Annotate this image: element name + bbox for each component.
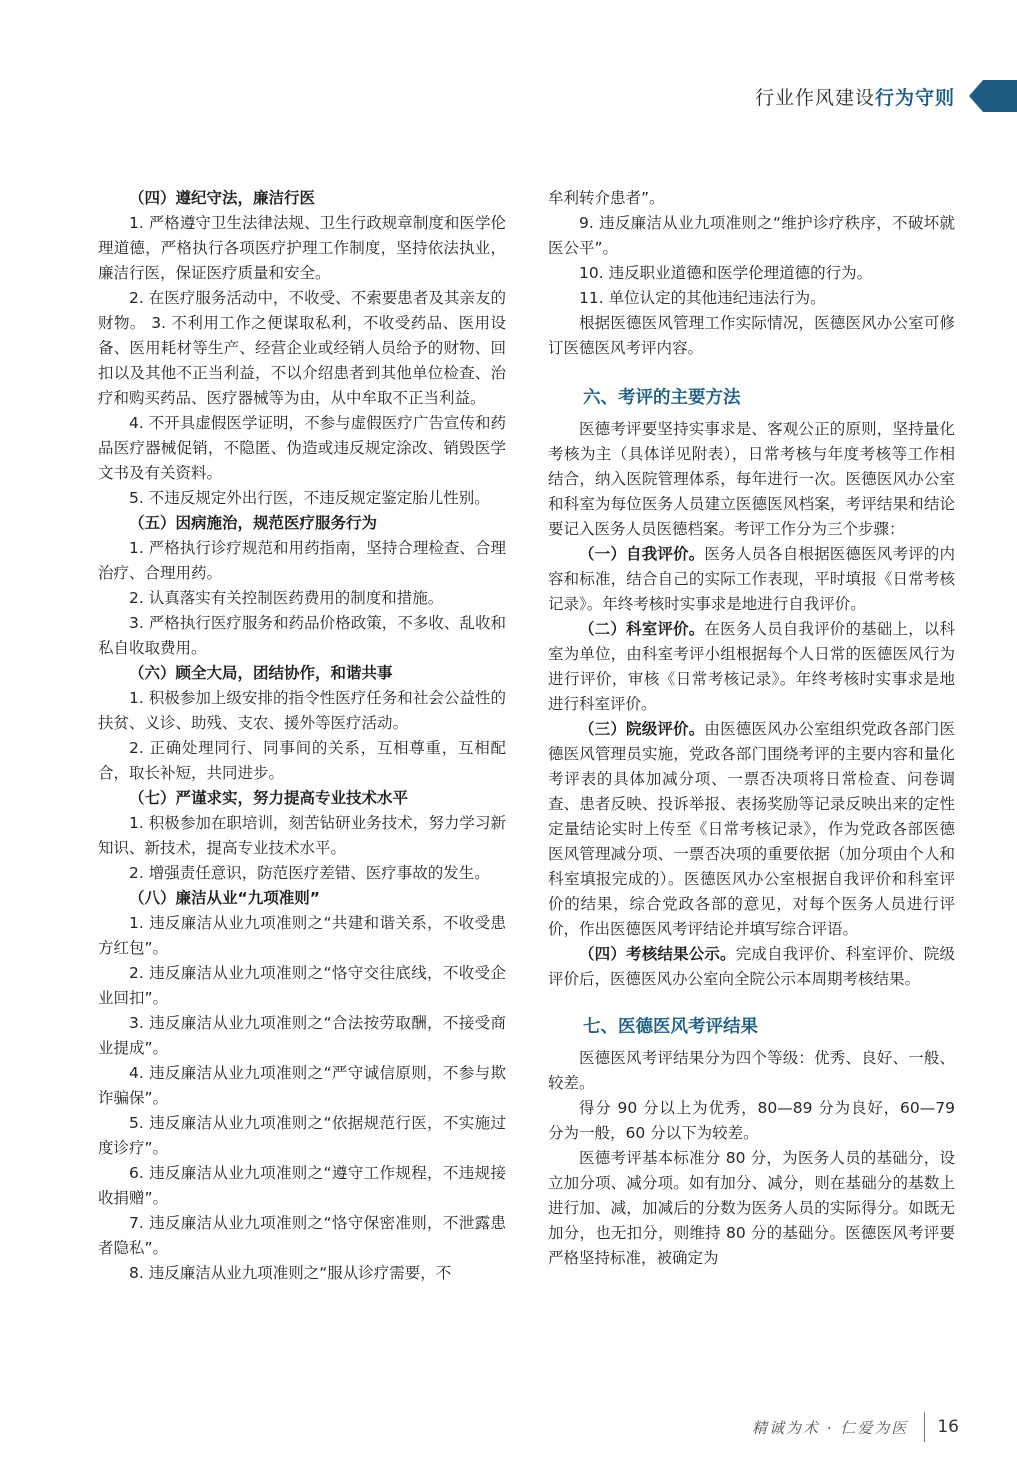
paragraph: 9. 违反廉洁从业九项准则之“维护诊疗秩序，不破坏就医公平”。 [548,214,955,257]
paragraph: 3. 严格执行医疗服务和药品价格政策，不多收、乱收和私自收取费用。 [98,614,506,657]
right-column [548,186,955,1271]
paragraph: 1. 严格遵守卫生法律法规、卫生行政规章制度和医学伦理道德，严格执行各项医疗护理工作制度，坚持依法执业，廉洁行医，保证医疗质量和安全。 [98,214,506,282]
footer-slogan: 精诚为术 · 仁爱为医 [752,1418,909,1437]
paragraph: 4. 不开具虚假医学证明，不参与虚假医疗广告宣传和药品医疗器械促销，不隐匿、伪造或违反规定涂改、销毁医学文书及有关资料。 [98,414,506,482]
paragraph: 8. 违反廉洁从业九项准则之“服从诊疗需要，不 [129,1264,452,1282]
step-text: 在医务人员自我评价的基础上，以科室为单位，由科室考评小组根据每个人日常的医德医风行为进行评价，审核《日常考核记录》。年终考核时实事求是地进行科室评价。 [548,620,955,713]
paragraph: 医德考评要坚持实事求是、客观公正的原则，坚持量化考核为主（具体详见附表），日常考核与年度考核等工作相结合，纳入医院管理体系，每年进行一次。医德医风办公室和科室为每位医务人员建立医德医风档案，考评结果和结论要记入医务人员医德档案。考评工作分为三个步骤： [548,420,955,538]
step-text: 医务人员各自根据医德医风考评的内容和标准，结合自己的实际工作表现，平时填报《日常考核记录》。年终考核时实事求是地进行自我评价。 [548,545,955,613]
step-text: 由医德医风办公室组织党政各部门医德医风管理员实施，党政各部门围绕考评的主要内容和量化考评表的具体加减分项、一票否决项将日常检查、问卷调查、患者反映、投诉举报、表扬奖励等记录反映出来的定性定量结论实时上传至《日常考核记录》，作为党政各部医德医风管理减分项、一票否决项的重要依据（加分项由个人和科室填报完成的）。医德医风办公室根据自我评价和科室评价的结果，综合党政各部的意见，对每个医务人员进行评价，作出医德医风考评结论并填写综合评语。 [548,720,955,938]
paragraph: 2. 违反廉洁从业九项准则之“恪守交往底线，不收受企业回扣”。 [98,964,506,1007]
header-title [755,83,955,110]
paragraph: 3. 违反廉洁从业九项准则之“合法按劳取酬，不接受商业提成”。 [98,1014,506,1057]
paragraph: 1. 积极参加在职培训，刻苦钻研业务技术，努力学习新知识、新技术，提高专业技术水平。 [98,814,506,857]
step-title: （一）自我评价。 [579,545,705,563]
subsection-heading: （五）因病施治，规范医疗服务行为 [129,514,378,532]
paragraph: 1. 违反廉洁从业九项准则之“共建和谐关系，不收受患方红包”。 [98,914,506,957]
step-paragraph [548,942,955,992]
paragraph: 7. 违反廉洁从业九项准则之“恪守保密准则，不泄露患者隐私”。 [98,1214,506,1257]
footer-divider [924,1412,925,1442]
paragraph: 2. 正确处理同行、同事间的关系，互相尊重，互相配合，取长补短，共同进步。 [98,739,506,782]
step-text: 完成自我评价、科室评价、院级评价后，医德医风办公室向全院公示本周期考核结果。 [548,945,955,988]
step-title: （三）院级评价。 [579,720,705,738]
page-footer [752,1410,959,1444]
subsection-heading: （七）严谨求实，努力提高专业技术水平 [129,789,409,807]
step-paragraph [548,717,955,942]
paragraph: 10. 违反职业道德和医学伦理道德的行为。 [579,264,873,282]
paragraph: 医德医风考评结果分为四个等级：优秀、良好、一般、较差。 [548,1049,955,1092]
paragraph: 1. 严格执行诊疗规范和用药指南，坚持合理检查、合理治疗、合理用药。 [98,539,506,582]
paragraph: 根据医德医风管理工作实际情况，医德医风办公室可修订医德医风考评内容。 [548,314,955,357]
section-heading: 六、考评的主要方法 [583,388,741,408]
header-color-bar [969,80,1017,112]
step-title: （四）考核结果公示。 [579,945,736,963]
paragraph: 1. 积极参加上级安排的指令性医疗任务和社会公益性的扶贫、义诊、助残、支农、援外等医疗活动。 [98,689,506,732]
paragraph: 2. 认真落实有关控制医药费用的制度和措施。 [129,589,444,607]
header-title-accent: 行为守则 [874,86,955,109]
page-number: 16 [937,1417,959,1437]
subsection-heading: （六）顾全大局，团结协作，和谐共事 [129,664,393,682]
header-title-normal: 行业作风建设 [754,86,875,109]
left-column [98,186,506,1286]
paragraph: 11. 单位认定的其他违纪违法行为。 [579,289,826,307]
paragraph: 6. 违反廉洁从业九项准则之“遵守工作规程，不违规接收捐赠”。 [98,1164,506,1207]
step-paragraph [548,617,955,717]
subsection-heading: （四）遵纪守法，廉洁行医 [129,189,316,207]
paragraph: 5. 不违反规定外出行医，不违反规定鉴定胎儿性别。 [129,489,490,507]
section-heading: 七、医德医风考评结果 [583,1017,758,1037]
paragraph: 2. 增强责任意识，防范医疗差错、医疗事故的发生。 [129,864,490,882]
step-paragraph [548,542,955,617]
paragraph: 5. 违反廉洁从业九项准则之“依据规范行医，不实施过度诊疗”。 [98,1114,506,1157]
paragraph: 2. 在医疗服务活动中，不收受、不索要患者及其亲友的财物。 3. 不利用工作之便谋取私利，不收受药品、医用设备、医用耗材等生产、经营企业或经销人员给予的财物、回扣以及其他不正当利益，不以介绍患者到其他单位检查、治疗和购买药品、医疗器械等为由，从中牟取不正当利益。 [98,289,506,407]
step-title: （二）科室评价。 [579,620,705,638]
paragraph: 4. 违反廉洁从业九项准则之“严守诚信原则，不参与欺诈骗保”。 [98,1064,506,1107]
paragraph: 牟利转介患者”。 [548,189,665,207]
page-header [755,80,1017,112]
paragraph: 得分 90 分以上为优秀，80—89 分为良好，60—79 分为一般，60 分以下为较差。 [548,1099,955,1142]
paragraph: 医德考评基本标准分 80 分，为医务人员的基础分，设立加分项、减分项。如有加分、减分，则在基础分的基数上进行加、减，加减后的分数为医务人员的实际得分。如既无加分，也无扣分，则维持 80 分的基础分。医德医风考评要严格坚持标准，被确定为 [548,1149,955,1267]
subsection-heading: （八）廉洁从业“九项准则” [129,889,320,907]
